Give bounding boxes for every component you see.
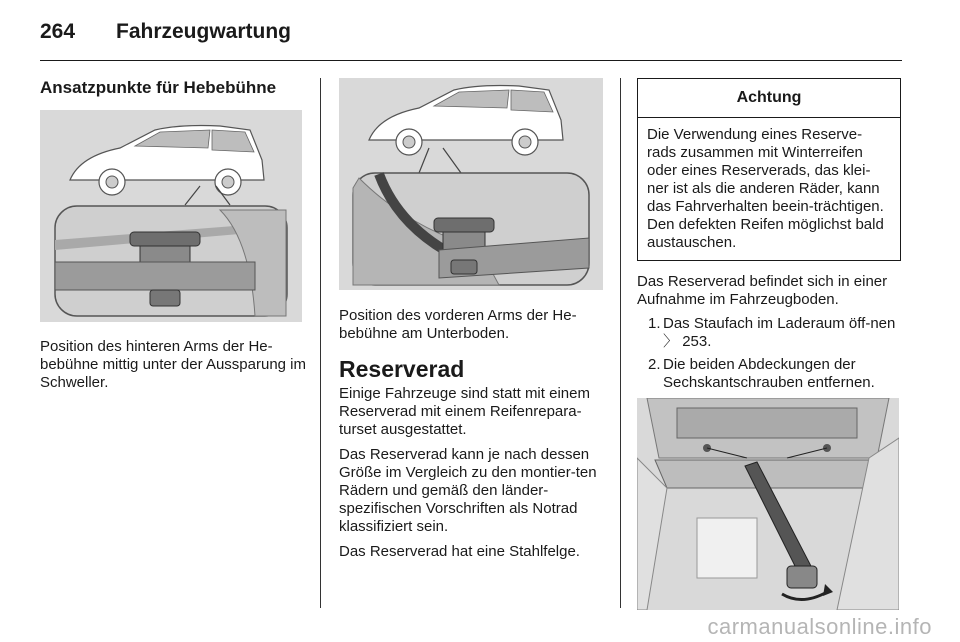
page-title: Fahrzeugwartung [116, 20, 292, 43]
spare-wheel-para-2: Das Reserverad kann je nach dessen Größe im Vergleich zu den montier-ten Rädern und gemäß den länder-spezifischen Vorschriften als Notrad klassifiziert sein. [339, 446, 597, 535]
step-item-1: 1. Das Staufach im Laderaum öff-nen 〉 253. [648, 315, 896, 350]
header-rule [40, 60, 902, 61]
warning-text: Die Verwendung eines Reserve-rads zusammen mit Winterreifen oder eines Reserverads, das klei-ner ist als die anderen Räder, kann das Fahrverhalten beein-trächtigen. Den defekten Reifen möglichst bald austauschen. [647, 126, 884, 251]
instruction-steps [637, 315, 905, 392]
column-divider-1 [320, 78, 321, 608]
page-number: 264 [40, 20, 76, 43]
rear-lift-arm-figure [40, 110, 302, 322]
front-lift-arm-caption: Position des vorderen Arms der He-bebühne am Unterboden. [339, 307, 577, 342]
rear-lift-arm-caption: Position des hinteren Arms der He-bebühne mittig unter der Aussparung im Schweller. [40, 338, 306, 391]
step-2-text: Die beiden Abdeckungen der Sechskantschrauben entfernen. [663, 356, 875, 391]
spare-wheel-para-3: Das Reserverad hat eine Stahlfelge. [339, 543, 580, 560]
page-header [40, 16, 902, 56]
column-2 [339, 78, 603, 561]
rear-lift-arm-illustration [40, 110, 302, 322]
warning-title: Achtung [638, 79, 900, 118]
spare-wheel-trunk-figure [637, 398, 899, 610]
heading-spare-wheel: Reserverad [339, 356, 465, 382]
warning-box [637, 78, 901, 261]
step-item-2: 2. Die beiden Abdeckungen der Sechskantschrauben entfernen. [648, 356, 875, 391]
front-lift-arm-figure [339, 78, 603, 290]
trunk-floor-illustration [637, 398, 899, 610]
column-3 [637, 78, 905, 610]
section-title-lift-points: Ansatzpunkte für Hebebühne [40, 78, 277, 97]
watermark: carmanualsonline.info [707, 614, 932, 639]
column-divider-2 [620, 78, 621, 608]
column-1 [40, 78, 308, 392]
step-1-text: Das Staufach im Laderaum öff-nen [663, 315, 896, 332]
spare-wheel-para-1: Einige Fahrzeuge sind statt mit einem Reserverad mit einem Reifenrepara-turset ausgestattet. [339, 385, 590, 438]
front-lift-arm-illustration [339, 78, 603, 290]
page-reference-arrow-icon: 〉 [663, 333, 679, 350]
spare-wheel-location-text: Das Reserverad befindet sich in einer Aufnahme im Fahrzeugboden. [637, 273, 888, 308]
step-1-page-ref[interactable]: 253. [682, 333, 712, 350]
